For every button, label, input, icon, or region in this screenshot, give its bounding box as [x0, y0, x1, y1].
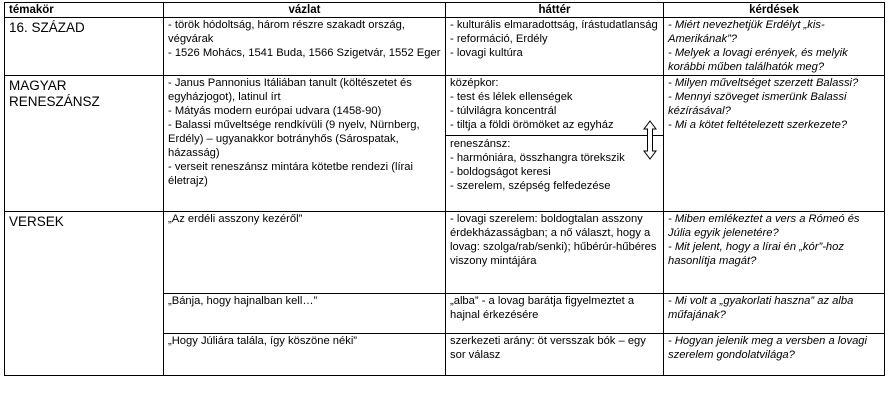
table-row: [5, 76, 885, 212]
hatter-cell: [446, 18, 664, 76]
list-item: - lovagi kultúra: [450, 47, 523, 59]
list-item: - török hódoltság, három részre szakadt ország, végvárak: [168, 19, 405, 45]
notes-table: [4, 2, 885, 376]
kerdesek-cell: [664, 76, 885, 212]
list-heading: reneszánsz:: [450, 138, 511, 150]
list-item: - test és lélek ellenségek: [450, 91, 573, 103]
vazlat-cell: „Az erdéli asszony kezéről”: [164, 212, 446, 294]
list-item: - kulturális elmaradottság, írástudatlanság: [450, 19, 658, 31]
header-vazlat: vázlat: [164, 3, 446, 18]
hatter-cell: szerkezeti arány: öt versszak bók – egy sor válasz: [446, 334, 664, 376]
list-item: - boldogságot keresi: [450, 166, 551, 178]
hatter-cell: - lovagi szerelem: boldogtalan asszony érdekházasságban; a nő választ, hogy a lovag: szolga/rab/senki); hűbérúr-hűbéres viszony mintájára: [446, 212, 664, 294]
table-row: [5, 212, 885, 294]
header-temakor: témakör: [5, 3, 164, 18]
question: - Melyek a lovagi erények, és melyik korábbi műben találhatók meg?: [668, 47, 848, 73]
topic-cell: MAGYAR RENESZÁNSZ: [5, 76, 164, 212]
question: - Mit jelent, hogy a lírai én „kór”-hoz hasonlítja magát?: [668, 241, 844, 267]
kerdesek-cell: [664, 212, 885, 294]
list-item: - Janus Pannonius Itáliában tanult (költészetet és egyházjogot), latinul írt: [168, 77, 412, 103]
kerdesek-cell: - Mi volt a „gyakorlati haszna” az alba műfajának?: [664, 294, 885, 334]
table-row: [5, 18, 885, 76]
question: - Mennyi szöveget ismerünk Balassi kézírásával?: [668, 91, 847, 117]
list-item: - túlvilágra koncentrál: [450, 105, 557, 117]
list-item: - tiltja a földi örömöket az egyház: [450, 119, 614, 131]
list-item: - harmóniára, összhangra törekszik: [450, 152, 625, 164]
list-item: - Balassi műveltsége rendkívüli (9 nyelv, Nürnberg, Erdély) – ugyanakkor botrányhős (Sárospatak, házasság): [168, 119, 420, 159]
topic-cell: VERSEK: [5, 212, 164, 376]
kerdesek-cell: [664, 18, 885, 76]
question: - Mi a kötet feltételezett szerkezete?: [668, 119, 848, 131]
kozepkor-block: [450, 76, 659, 132]
list-item: - Mátyás modern európai udvara (1458-90): [168, 105, 382, 117]
vazlat-cell: „Hogy Júliára talála, így köszöne néki”: [164, 334, 446, 376]
hatter-cell: [446, 76, 664, 212]
list-item: - szerelem, szépség felfedezése: [450, 180, 611, 192]
topic-cell: 16. SZÁZAD: [5, 18, 164, 76]
list-item: - reformáció, Erdély: [450, 33, 548, 45]
list-heading: középkor:: [450, 77, 499, 89]
double-arrow-icon: [643, 120, 657, 160]
hatter-cell: „alba” - a lovag barátja figyelmeztet a hajnal érkezésére: [446, 294, 664, 334]
list-item: - 1526 Mohács, 1541 Buda, 1566 Szigetvár, 1552 Eger: [168, 47, 441, 59]
header-hatter: háttér: [446, 3, 664, 18]
vazlat-cell: [164, 76, 446, 212]
vazlat-cell: „Bánja, hogy hajnalban kell…”: [164, 294, 446, 334]
question: - Milyen műveltséget szerzett Balassi?: [668, 77, 859, 89]
vazlat-cell: [164, 18, 446, 76]
kerdesek-cell: - Hogyan jelenik meg a versben a lovagi szerelem gondolatvilága?: [664, 334, 885, 376]
header-row: [5, 3, 885, 18]
question: - Miben emlékeztet a vers a Rómeó és Júlia egyik jelenetére?: [668, 213, 860, 239]
header-kerdesek: kérdések: [664, 3, 885, 18]
reneszansz-block: [446, 135, 663, 193]
list-item: - verseit reneszánsz mintára kötetbe rendezi (lírai életrajz): [168, 161, 413, 187]
question: - Miért nevezhetjük Erdélyt „kis-Amerikának”?: [668, 19, 825, 45]
